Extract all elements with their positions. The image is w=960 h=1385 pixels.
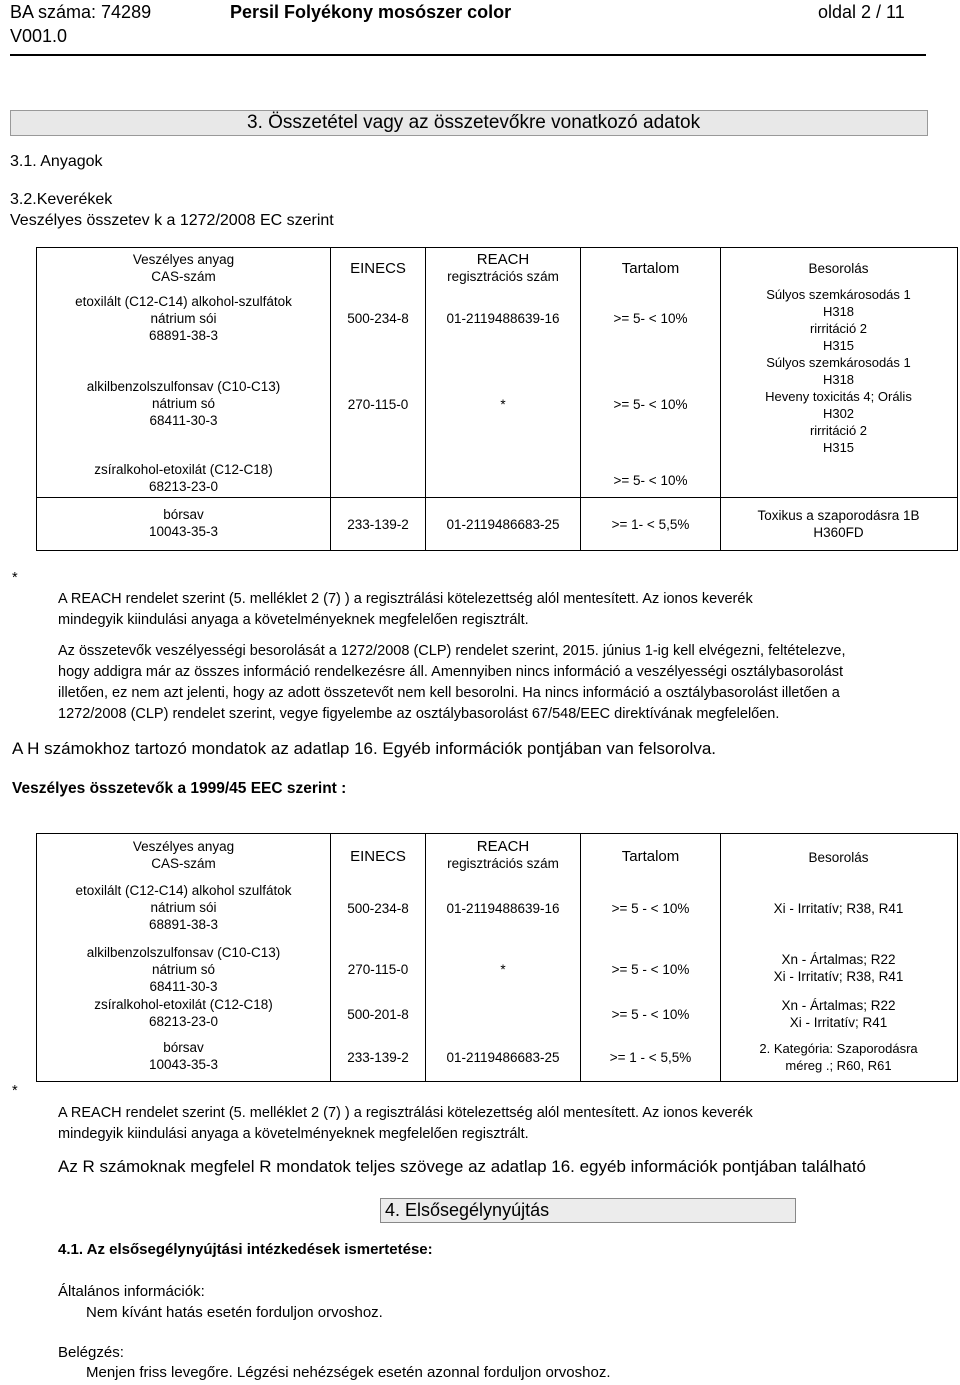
section-3-title-bar — [10, 110, 928, 136]
ba-number: BA száma: 74289 — [10, 2, 152, 22]
clp-heading: Veszélyes összetev k a 1272/2008 EC szerint — [10, 212, 334, 229]
t1-head-substance: Veszélyes anyag CAS-szám — [132, 252, 235, 284]
reach-note-2: A REACH rendelet szerint (5. melléklet 2 (7) ) a regisztrálási kötelezettség alól mentesített. Az ionos keverék mindegyik kiindulási anyaga a követelményeknek megfelelően regisztrált. — [58, 1105, 753, 1142]
reach-note-1: A REACH rendelet szerint (5. melléklet 2 (7) ) a regisztrálási kötelezettség alól mentesített. Az ionos keverék mindegyik kiindulási anyaga a követelményeknek megfelelően regisztrált. — [58, 591, 753, 628]
clp-note: Az összetevők veszélyességi besorolását a 1272/2008 (CLP) rendelet szerint, 2015. június 1-ig kell elvégezni, feltételezve, hogy addigra már az összes információ rendelkezésre áll. Amennyiben nincs információ a veszélyességi osztálybasorolást illetően, ez nem azt jelenti, hogy az adott összetevőt nem kell besorolni. Ha nincs információ a osztálybasorolást illetően a 1272/2008 (CLP) rendelet szerint, vegye figyelembe az osztálybasorolást 67/548/EEC direktívának megfelelően. — [58, 643, 846, 722]
general-info-text: Nem kívánt hatás esetén forduljon orvoshoz. — [86, 1304, 383, 1321]
table-row: alkilbenzolszulfonsav (C10-C13) nátrium só 68411-30-3 — [86, 379, 281, 428]
table-row: bórsav 10043-35-3 — [148, 1040, 219, 1072]
table-row: bórsav 10043-35-3 — [148, 507, 219, 539]
table-row: alkilbenzolszulfonsav (C10-C13) nátrium só 68411-30-3 — [86, 945, 281, 994]
t2-head-reach: REACH regisztrációs szám — [447, 838, 559, 871]
inhalation-text: Menjen friss levegőre. Légzési nehézségek esetén azonnal forduljon orvoshoz. — [86, 1364, 611, 1381]
page-number: oldal 2 / 11 — [818, 2, 905, 22]
header-divider — [10, 54, 926, 56]
t1-head-content: Tartalom — [621, 260, 680, 277]
t2-head-substance: Veszélyes anyag CAS-szám — [132, 839, 235, 871]
table-row: etoxilált (C12-C14) alkohol-szulfátok nátrium sói 68891-38-3 — [75, 294, 292, 343]
t1-head-reach: REACH regisztrációs szám — [447, 251, 559, 284]
table-row: zsíralkohol-etoxilát (C12-C18) 68213-23-0 — [94, 462, 273, 494]
inhalation-label: Belégzés: — [58, 1344, 124, 1361]
mixtures-heading: 3.2.Keverékek — [10, 191, 113, 208]
t1-head-einecs: EINECS — [350, 260, 406, 277]
h-numbers-note: A H számokhoz tartozó mondatok az adatlap 16. Egyéb információk pontjában van felsorolva. — [12, 739, 717, 758]
section-4-title-bar — [380, 1198, 796, 1223]
section-4-title: 4. Elsősegélynyújtás — [385, 1200, 550, 1220]
eec-heading: Veszélyes összetevők a 1999/45 EEC szerint : — [12, 780, 347, 797]
table-row: etoxilált (C12-C14) alkohol szulfátok nátrium sói 68891-38-3 — [75, 883, 292, 932]
product-title: Persil Folyékony mosószer color — [230, 2, 512, 22]
substances-heading: 3.1. Anyagok — [10, 153, 103, 170]
general-info-label: Általános információk: — [58, 1283, 205, 1300]
t2-head-einecs: EINECS — [350, 848, 406, 865]
r-numbers-note: Az R számoknak megfelel R mondatok teljes szövege az adatlap 16. egyéb információk pontjában található — [58, 1157, 866, 1176]
t1-head-class: Besorolás — [808, 261, 869, 276]
first-aid-subheading: 4.1. Az elsősegélynyújtási intézkedések ismertetése: — [58, 1241, 433, 1258]
t2-head-content: Tartalom — [621, 848, 680, 865]
t2-head-class: Besorolás — [808, 850, 869, 865]
section-3-title: 3. Összetétel vagy az összetevőkre vonatkozó adatok — [247, 112, 701, 133]
table-row: zsíralkohol-etoxilát (C12-C18) 68213-23-0 — [94, 997, 273, 1029]
version: V001.0 — [10, 26, 68, 46]
